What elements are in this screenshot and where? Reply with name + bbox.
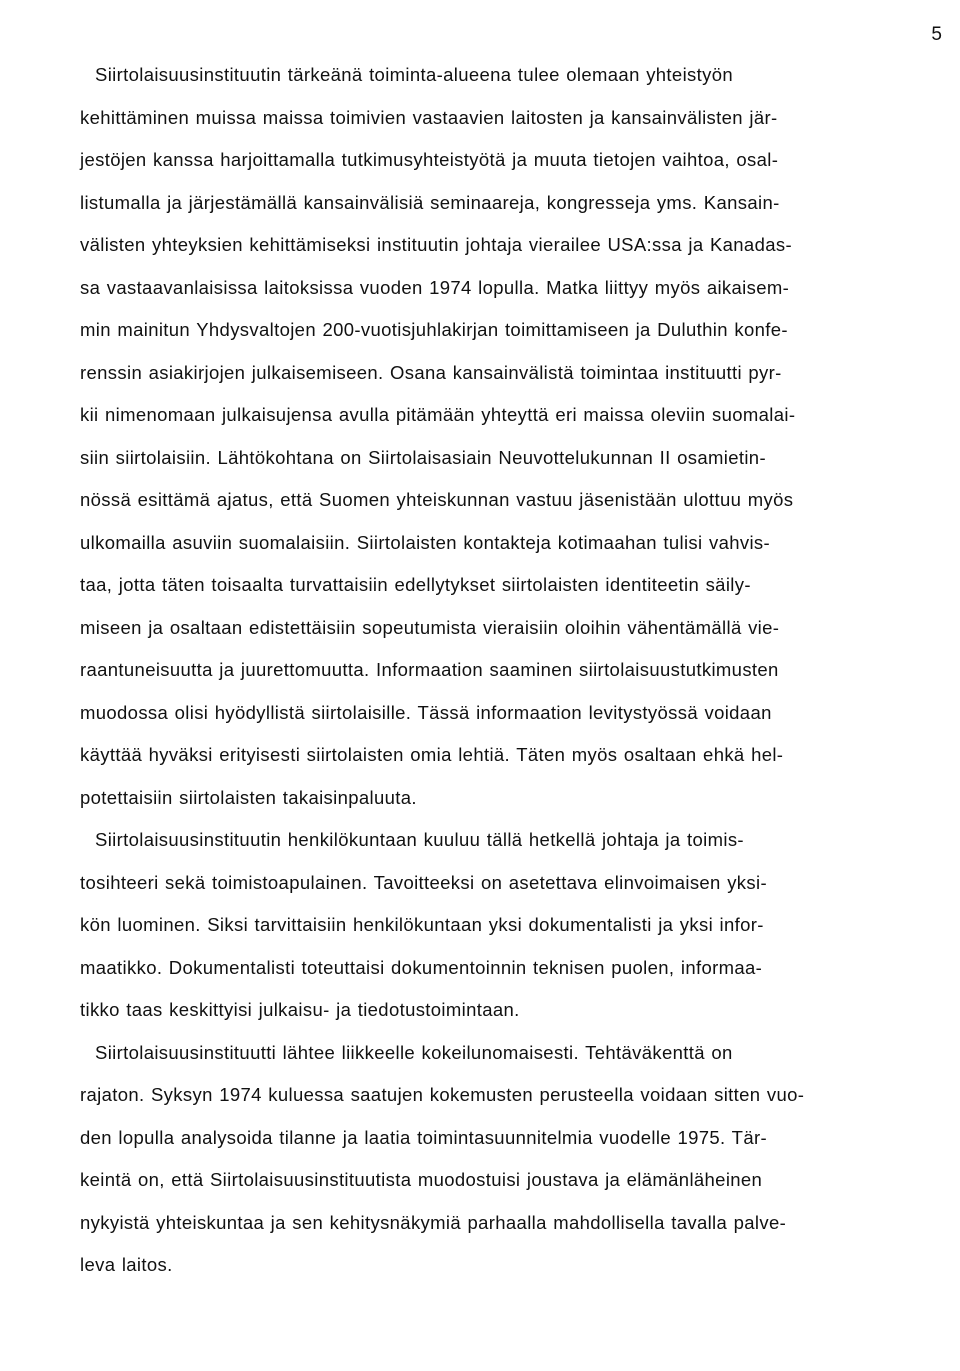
text-line: den lopulla analysoida tilanne ja laatia toimintasuunnitelmia vuodelle 1975. Tär- (80, 1126, 767, 1148)
text-line: rajaton. Syksyn 1974 kuluessa saatujen kokemusten perusteella voidaan sitten vuo- (80, 1084, 805, 1105)
text-line: miseen ja osaltaan edistettäisiin sopeutumista vieraisiin oloihin vähentämällä vie- (80, 616, 780, 638)
text-line: leva laitos. (80, 1254, 173, 1275)
text-line: siin siirtolaisiin. Lähtökohtana on Siirtolaisasiain Neuvottelukunnan II osamietin- (80, 446, 766, 468)
text-line: tosihteeri sekä toimistoapulainen. Tavoitteeksi on asetettava elinvoimaisen yksi- (80, 871, 767, 893)
text-line: ulkomailla asuviin suomalaisiin. Siirtolaisten kontakteja kotimaahan tulisi vahvis- (80, 531, 771, 553)
text-line: potettaisiin siirtolaisten takaisinpaluuta. (80, 786, 417, 808)
text-line: taa, jotta täten toisaalta turvattaisiin edellytykset siirtolaisten identiteetin säily- (80, 574, 751, 595)
text-line: Siirtolaisuusinstituutti lähtee liikkeelle kokeilunomaisesti. Tehtäväkenttä on (95, 1041, 733, 1063)
text-line: välisten yhteyksien kehittämiseksi instituutin johtaja vierailee USA:ssa ja Kanadas- (80, 234, 792, 255)
text-line: maatikko. Dokumentalisti toteuttaisi dokumentoinnin teknisen puolen, informaa- (80, 956, 763, 978)
text-line: min mainitun Yhdysvaltojen 200-vuotisjuhlakirjan toimittamiseen ja Duluthin konfe- (80, 319, 788, 340)
text-line: Siirtolaisuusinstituutin tärkeänä toiminta-alueena tulee olemaan yhteistyön (95, 64, 733, 85)
text-line: jestöjen kanssa harjoittamalla tutkimusyhteistyötä ja muuta tietojen vaihtoa, osal- (80, 149, 779, 170)
text-line: Siirtolaisuusinstituutin henkilökuntaan kuuluu tällä hetkellä johtaja ja toimis- (95, 829, 744, 850)
text-line: kön luominen. Siksi tarvittaisiin henkilökuntaan yksi dokumentalisti ja yksi infor- (80, 914, 764, 935)
page-number: 5 (931, 24, 942, 45)
body-text (80, 60, 960, 1293)
text-line: keintä on, että Siirtolaisuusinstituutista muodostuisi joustava ja elämänläheinen (80, 1169, 763, 1190)
text-line: kii nimenomaan julkaisujensa avulla pitämään yhteyttä eri maissa oleviin suomalai- (80, 404, 796, 425)
text-line: raantuneisuutta ja juurettomuutta. Informaation saaminen siirtolaisuustutkimusten (80, 659, 779, 680)
text-line: nössä esittämä ajatus, että Suomen yhteiskunnan vastuu jäsenistään ulottuu myös (80, 489, 794, 510)
text-line: muodossa olisi hyödyllistä siirtolaisille. Tässä informaation levitystyössä voidaan (80, 701, 772, 723)
text-line: renssin asiakirjojen julkaisemiseen. Osana kansainvälistä toimintaa instituutti pyr- (80, 361, 782, 383)
text-line: listumalla ja järjestämällä kansainvälisiä seminaareja, kongresseja yms. Kansain- (80, 191, 780, 213)
text-line: käyttää hyväksi erityisesti siirtolaisten omia lehtiä. Täten myös osaltaan ehkä hel- (80, 744, 784, 765)
text-line: sa vastaavanlaisissa laitoksissa vuoden 1974 lopulla. Matka liittyy myös aikaisem- (80, 276, 790, 298)
text-line: nykyistä yhteiskuntaa ja sen kehitysnäkymiä parhaalla mahdollisella tavalla palve- (80, 1211, 787, 1233)
text-line: kehittäminen muissa maissa toimivien vastaavien laitosten ja kansainvälisten jär- (80, 106, 778, 128)
text-line: tikko taas keskittyisi julkaisu- ja tiedotustoimintaan. (80, 999, 520, 1020)
